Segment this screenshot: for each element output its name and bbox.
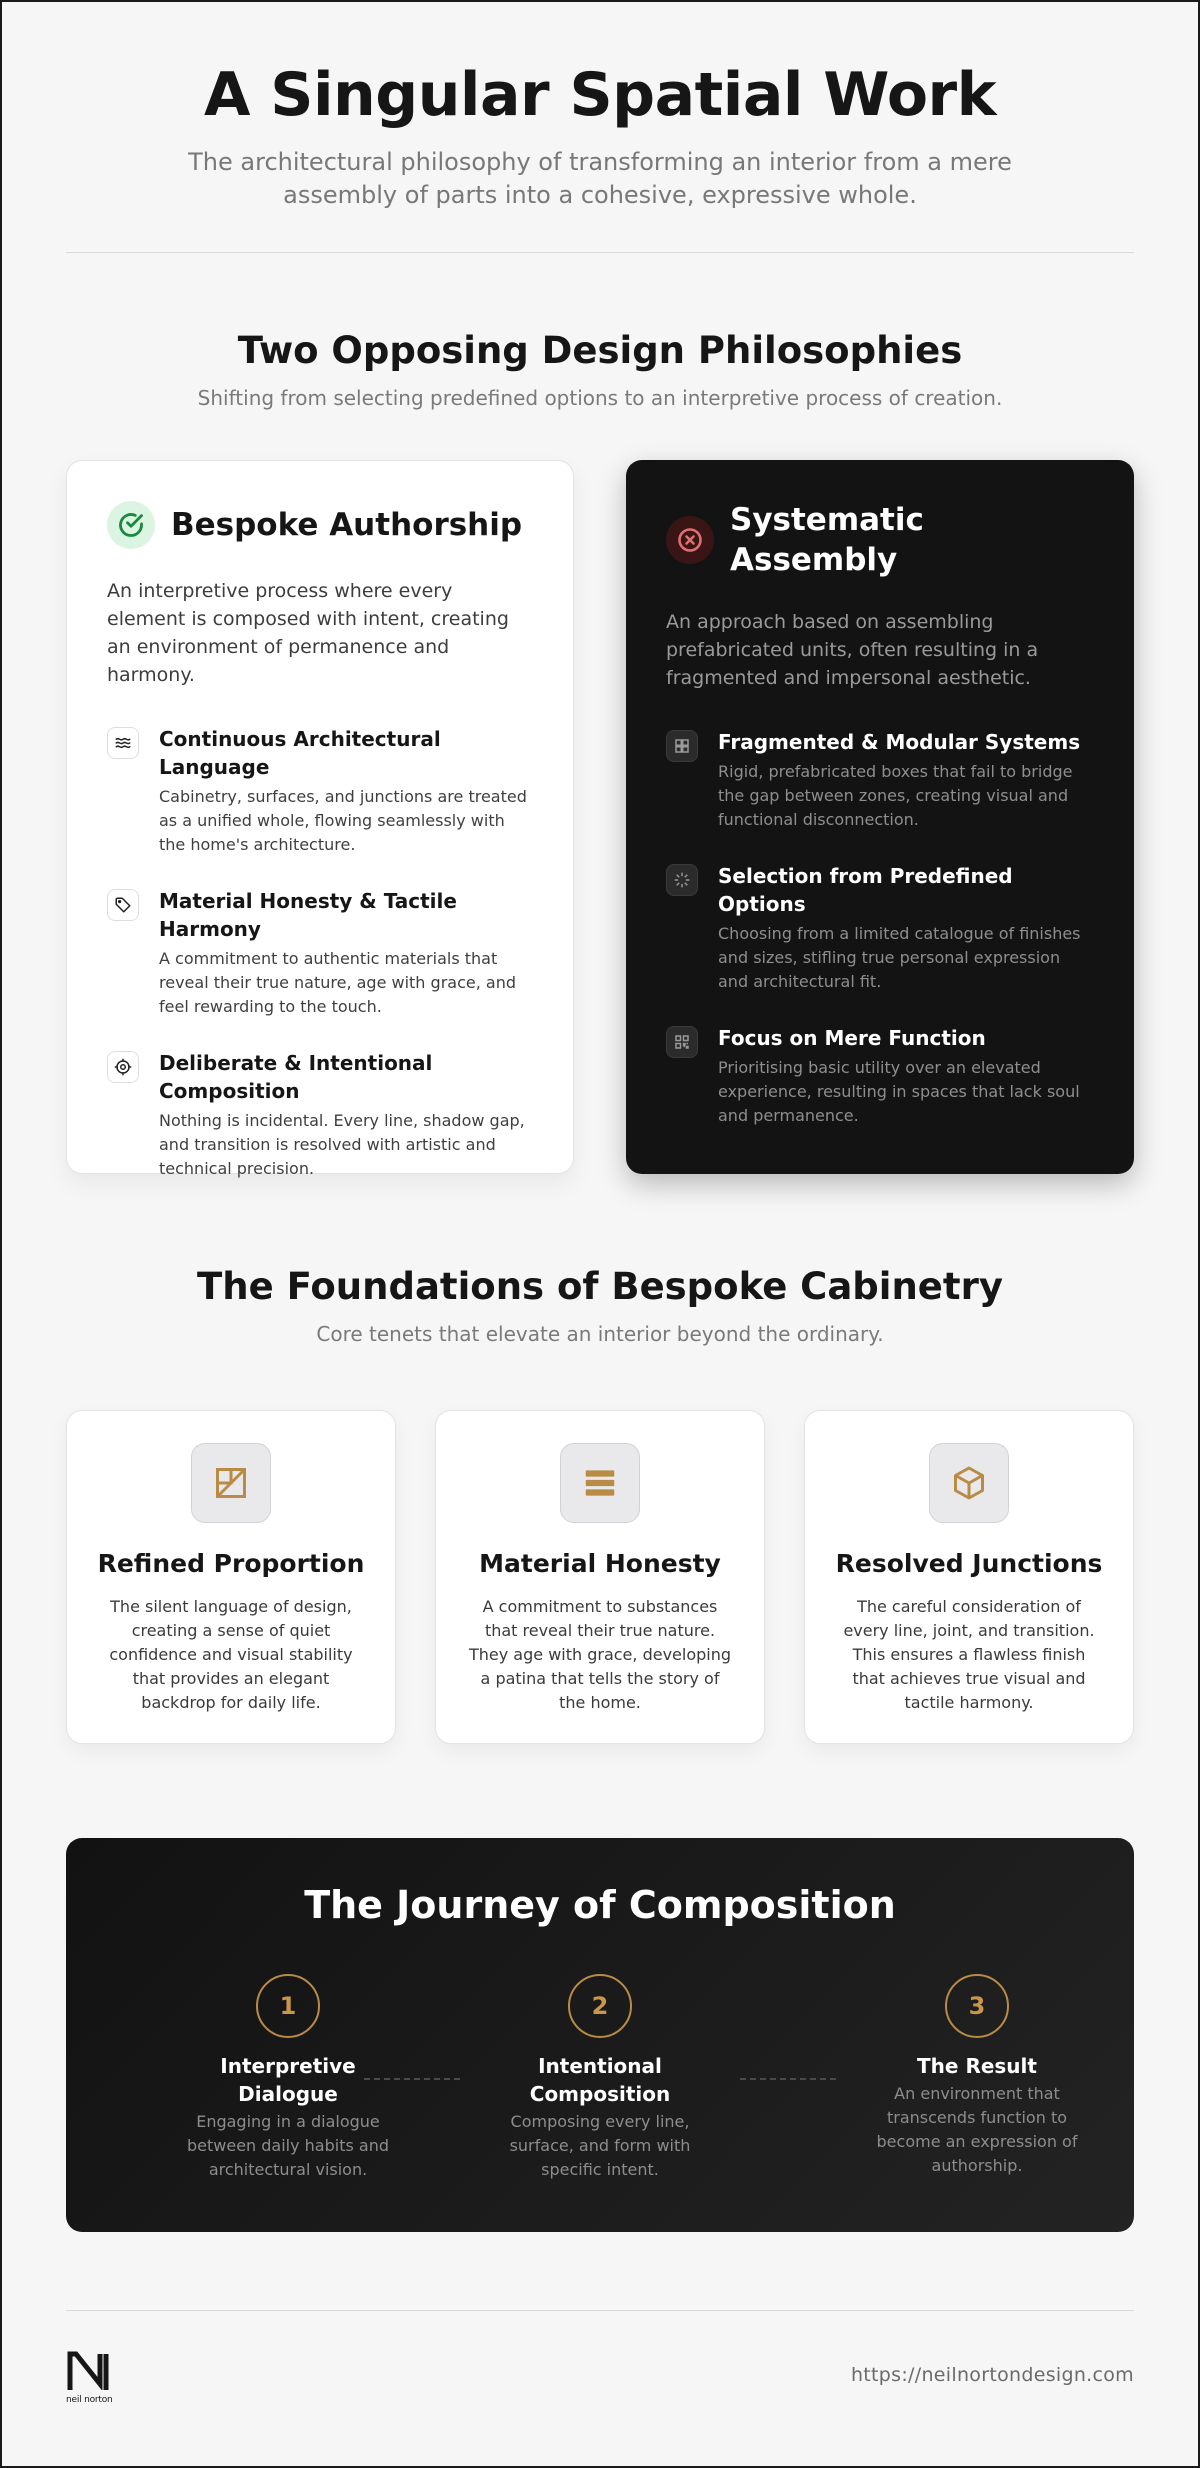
section-subtitle: Shifting from selecting predefined options to an interpretive process of creation.: [197, 386, 1003, 410]
feature-text: A commitment to authentic materials that reveal their true nature, age with grace, and feel rewarding to the touch.: [159, 949, 516, 1016]
step-number: 3: [945, 1974, 1009, 2038]
card-text: The careful consideration of every line, joint, and transition. This ensures a flawless finish that achieves true visual and tactile harmony.: [843, 1597, 1095, 1712]
check-circle-icon: [107, 501, 155, 549]
feature-text: Rigid, prefabricated boxes that fail to bridge the gap between zones, creating visual and functional disconnection.: [718, 762, 1073, 829]
layers-icon: [560, 1443, 640, 1523]
foundations-heading: [66, 1262, 1134, 1348]
card-text: A commitment to substances that reveal their true nature. They age with grace, developing a patina that tells the story of the home.: [468, 1597, 732, 1712]
section-title: Two Opposing Design Philosophies: [237, 329, 963, 372]
step-connector: [364, 2078, 460, 2080]
brand-logo: [66, 2350, 126, 2406]
philosophy-cards: [66, 460, 1134, 1178]
foundation-card: [66, 1410, 396, 1744]
feature-item: [107, 887, 533, 1019]
card-intro: An approach based on assembling prefabricated units, often resulting in a fragmented and impersonal aesthetic.: [666, 611, 1039, 689]
card-intro: An interpretive process where every element is composed with intent, creating an environment of permanence and harmony.: [107, 580, 509, 686]
step-text: An environment that transcends function to become an expression of authorship.: [876, 2084, 1078, 2175]
section-subtitle: Core tenets that elevate an interior beyond the ordinary.: [316, 1322, 884, 1346]
foundation-card: [435, 1410, 765, 1744]
step-text: Composing every line, surface, and form with specific intent.: [509, 2112, 691, 2179]
feature-text: Cabinetry, surfaces, and junctions are treated as a unified whole, flowing seamlessly with the home's architecture.: [159, 787, 527, 854]
card-title: Material Honesty: [479, 1549, 721, 1578]
journey-step: [480, 1974, 720, 2182]
card-text: The silent language of design, creating a sense of quiet confidence and visual stability that provides an elegant backdrop for daily life.: [109, 1597, 353, 1712]
feature-title: Material Honesty & Tactile Harmony: [159, 889, 457, 941]
grid-icon: [666, 730, 698, 762]
hero: [66, 56, 1134, 212]
tag-icon: [107, 889, 139, 921]
card-title: Resolved Junctions: [835, 1549, 1103, 1578]
website-url[interactable]: https://neilnortondesign.com: [850, 2364, 1134, 2386]
journey-step: [857, 1974, 1097, 2178]
divider: [66, 252, 1134, 253]
step-title: Interpretive Dialogue: [220, 2054, 356, 2106]
feature-item: [666, 728, 1094, 832]
feature-title: Fragmented & Modular Systems: [718, 730, 1081, 754]
page-subtitle: The architectural philosophy of transforming an interior from a mere assembly of parts into a cohesive, expressive whole.: [188, 148, 1012, 209]
footer-divider: [66, 2310, 1134, 2311]
waves-icon: [107, 727, 139, 759]
card-title: Bespoke Authorship: [171, 507, 523, 543]
feature-text: Choosing from a limited catalogue of finishes and sizes, stifling true personal expression and architectural fit.: [718, 924, 1081, 991]
feature-text: Nothing is incidental. Every line, shadow gap, and transition is resolved with artistic and technical precision.: [159, 1111, 525, 1178]
footer: [66, 2350, 1134, 2410]
step-number: 2: [568, 1974, 632, 2038]
step-number: 1: [256, 1974, 320, 2038]
proportion-icon: [191, 1443, 271, 1523]
journey-title: The Journey of Composition: [304, 1883, 896, 1927]
feature-title: Continuous Architectural Language: [159, 727, 441, 779]
feature-item: [666, 862, 1094, 994]
loader-icon: [666, 864, 698, 896]
step-connector: [740, 2078, 836, 2080]
logo-wordmark: neil norton: [66, 2395, 113, 2405]
feature-title: Deliberate & Intentional Composition: [159, 1051, 433, 1103]
cube-icon: [929, 1443, 1009, 1523]
page-title: A Singular Spatial Work: [203, 60, 997, 130]
foundation-card: [804, 1410, 1134, 1744]
qr-grid-icon: [666, 1026, 698, 1058]
foundation-cards: [66, 1410, 1134, 1744]
step-title: Intentional Composition: [529, 2054, 671, 2106]
section-title: The Foundations of Bespoke Cabinetry: [197, 1265, 1003, 1308]
card-title: Systematic Assembly: [730, 502, 924, 578]
feature-title: Selection from Predefined Options: [718, 864, 1013, 916]
feature-text: Prioritising basic utility over an elevated experience, resulting in spaces that lack soul and permanence.: [718, 1058, 1080, 1125]
feature-item: [107, 725, 533, 857]
feature-title: Focus on Mere Function: [718, 1026, 986, 1050]
x-circle-icon: [666, 516, 714, 564]
step-text: Engaging in a dialogue between daily habits and architectural vision.: [186, 2112, 390, 2179]
card-title: Refined Proportion: [97, 1549, 365, 1578]
feature-item: [107, 1049, 533, 1181]
bespoke-card: [66, 460, 574, 1178]
feature-item: [666, 1024, 1094, 1128]
philosophies-heading: [66, 326, 1134, 412]
systematic-card: [626, 460, 1134, 1174]
target-icon: [107, 1051, 139, 1083]
step-title: The Result: [917, 2054, 1037, 2078]
journey-panel: [66, 1838, 1134, 2232]
